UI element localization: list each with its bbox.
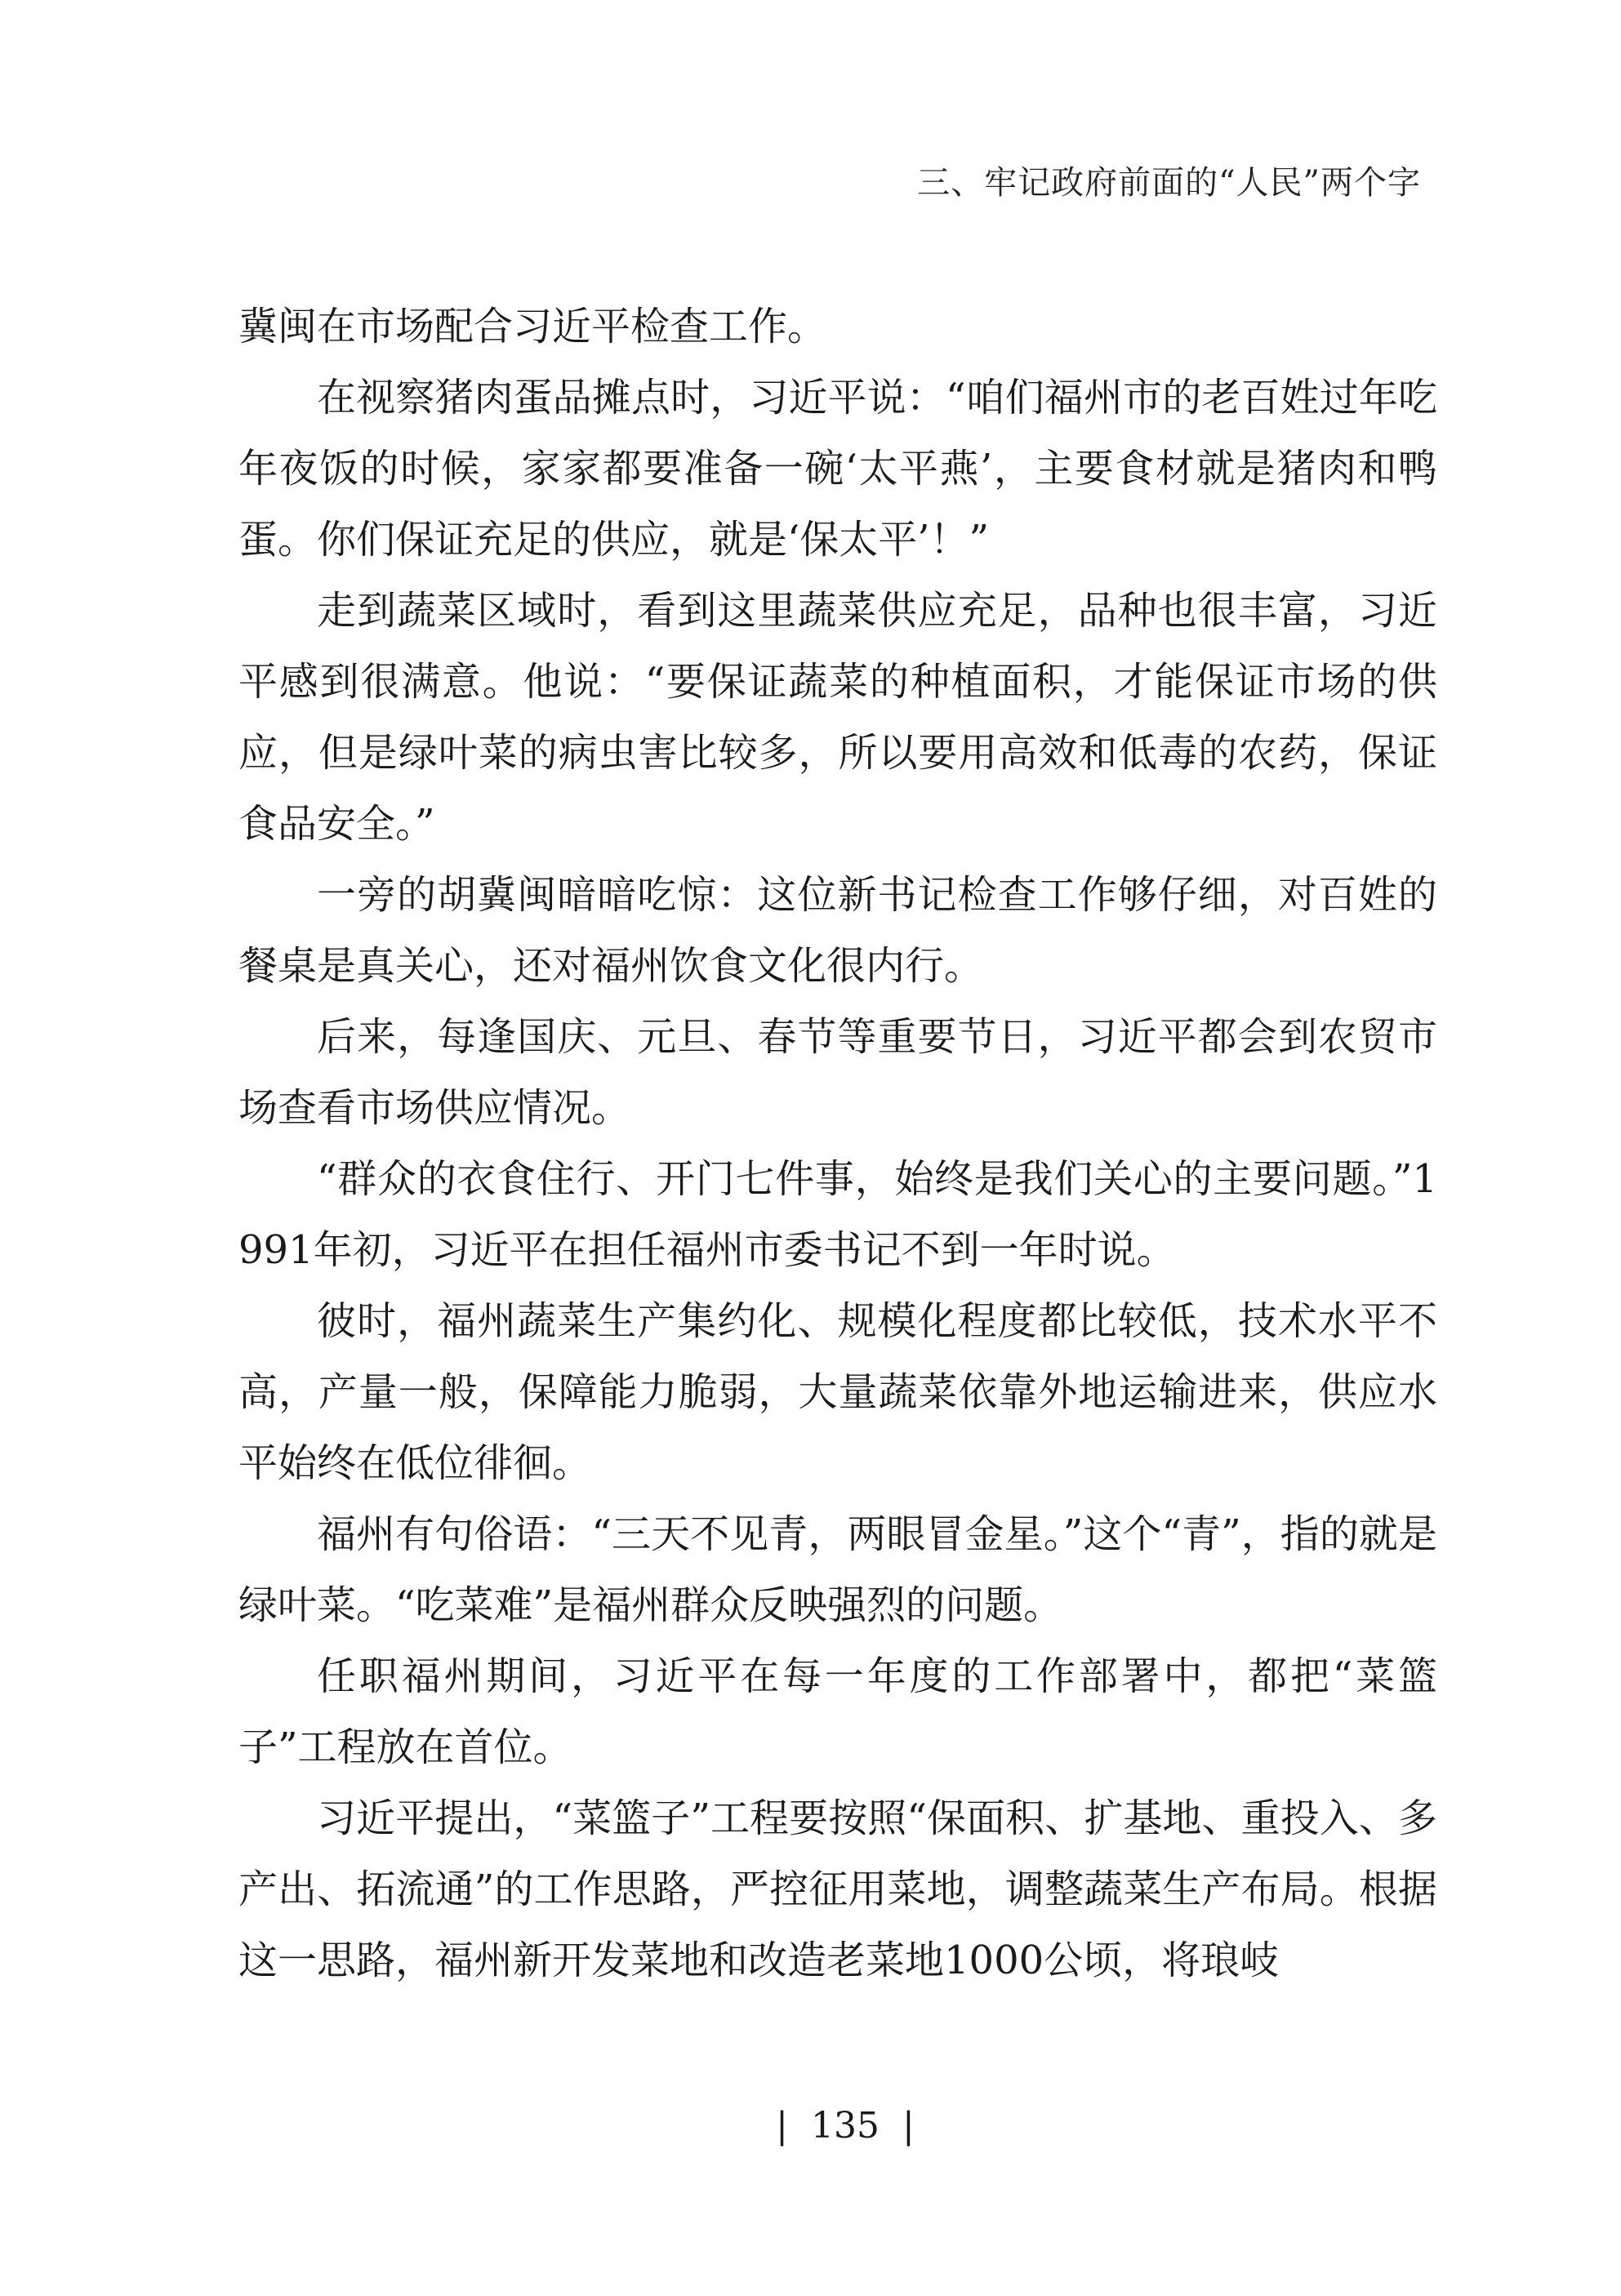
paragraph: 习近平提出，“菜篮子”工程要按照“保面积、扩基地、重投入、多产出、拓流通”的工作思路，严控征用菜地，调整蔬菜生产布局。根据这一思路，福州新开发菜地和改造老菜地1000公顷，将琅岐 [238, 1795, 1437, 1983]
page-number: 135 [811, 2105, 880, 2147]
running-header: 三、牢记政府前面的“人民”两个字 [917, 164, 1421, 202]
paragraph: 彼时，福州蔬菜生产集约化、规模化程度都比较低，技术水平不高，产量一般，保障能力脆弱，大量蔬菜依靠外地运输进来，供应水平始终在低位徘徊。 [238, 1298, 1437, 1486]
paragraph: 任职福州期间，习近平在每一年度的工作部署中，都把“菜篮子”工程放在首位。 [238, 1653, 1437, 1770]
paragraph: 一旁的胡冀闽暗暗吃惊：这位新书记检查工作够仔细，对百姓的餐桌是真关心，还对福州饮食文化很内行。 [238, 872, 1437, 989]
body-text [238, 291, 1437, 1996]
paragraph: 福州有句俗语：“三天不见青，两眼冒金星。”这个“青”，指的就是绿叶菜。“吃菜难”是福州群众反映强烈的问题。 [238, 1511, 1437, 1628]
footer-bar-left: | [776, 2105, 788, 2147]
paragraph: “群众的衣食住行、开门七件事，始终是我们关心的主要问题。”1991年初，习近平在担任福州市委书记不到一年时说。 [238, 1156, 1437, 1273]
paragraph: 在视察猪肉蛋品摊点时，习近平说：“咱们福州市的老百姓过年吃年夜饭的时候，家家都要准备一碗‘太平燕’，主要食材就是猪肉和鸭蛋。你们保证充足的供应，就是‘保太平’！” [238, 375, 1437, 563]
page-footer [0, 2105, 1621, 2147]
paragraph-continued: 冀闽在市场配合习近平检查工作。 [238, 304, 827, 349]
footer-bar-right: | [902, 2105, 915, 2147]
paragraph: 后来，每逢国庆、元旦、春节等重要节日，习近平都会到农贸市场查看市场供应情况。 [238, 1014, 1437, 1131]
paragraph: 走到蔬菜区域时，看到这里蔬菜供应充足，品种也很丰富，习近平感到很满意。他说：“要保证蔬菜的种植面积，才能保证市场的供应，但是绿叶菜的病虫害比较多，所以要用高效和低毒的农药，保证食品安全。” [238, 588, 1437, 847]
